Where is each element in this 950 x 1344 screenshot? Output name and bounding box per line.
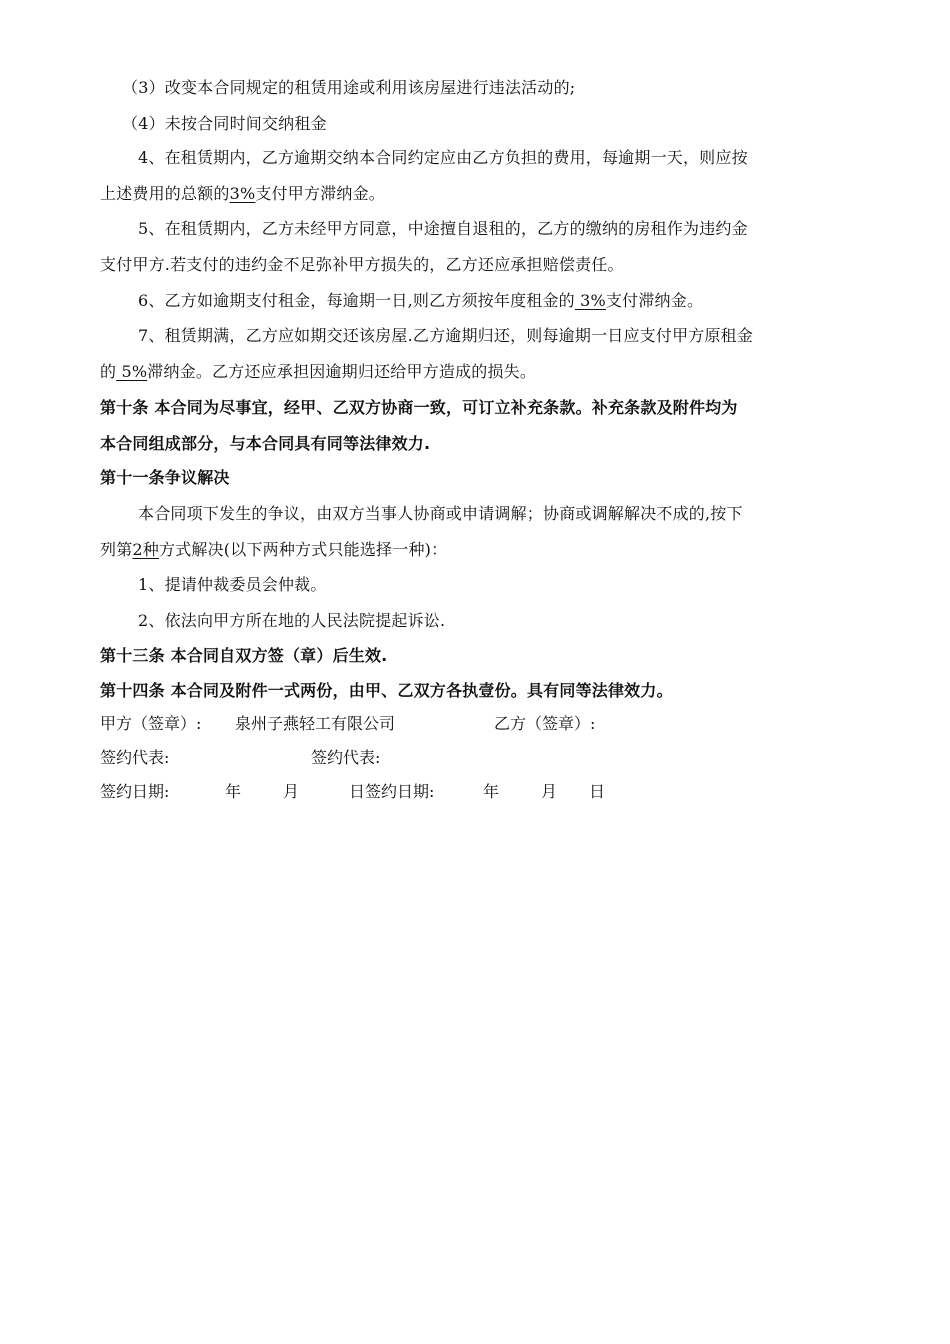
clause-4-line2 bbox=[100, 183, 860, 205]
clause-5-line1: 5、在租赁期内，乙方未经甲方同意，中途擅自退租的，乙方的缴纳的房租作为违约金 bbox=[138, 219, 748, 238]
clause-7-text-a: 的 bbox=[100, 362, 117, 381]
clause-6-text-b: 支付滞纳金。 bbox=[605, 291, 704, 310]
clause-6-rate: 3% bbox=[574, 291, 606, 310]
rep-b-label: 签约代表: bbox=[311, 748, 381, 767]
date-b-label: 日签约日期: bbox=[349, 782, 435, 801]
clause-4-rate: 3% bbox=[229, 184, 256, 203]
article-11-choice: 2种 bbox=[132, 540, 159, 559]
article-11-option1: 1、提请仲裁委员会仲裁。 bbox=[138, 575, 327, 594]
date-a-year: 年 bbox=[225, 782, 242, 801]
article-11-text-a: 列第 bbox=[100, 540, 133, 559]
article-10-line2: 本合同组成部分，与本合同具有同等法律效力. bbox=[100, 434, 431, 453]
clause-7-rate: 5% bbox=[116, 362, 148, 381]
item-3: （3）改变本合同规定的租赁用途或利用该房屋进行违法活动的; bbox=[122, 78, 576, 97]
clause-6-text-a: 6、乙方如逾期支付租金，每逾期一日,则乙方须按年度租金的 bbox=[138, 291, 575, 310]
article-11-option2: 2、依法向甲方所在地的人民法院提起诉讼. bbox=[138, 611, 446, 630]
party-a-name: 泉州子燕轻工有限公司 bbox=[235, 714, 396, 733]
article-11-text-b: 方式解决(以下两种方式只能选择一种)： bbox=[159, 540, 448, 559]
clause-4-line1: 4、在租赁期内，乙方逾期交纳本合同约定应由乙方负担的费用，每逾期一天，则应按 bbox=[138, 148, 748, 167]
date-a-month: 月 bbox=[283, 782, 300, 801]
party-a-label: 甲方（签章）: bbox=[100, 714, 202, 733]
article-13: 第十三条 本合同自双方签（章）后生效. bbox=[100, 646, 388, 665]
article-11-line1: 本合同项下发生的争议，由双方当事人协商或申请调解；协商或调解解决不成的,按下 bbox=[138, 504, 743, 523]
article-11-line2 bbox=[100, 539, 860, 561]
date-b-month: 月 bbox=[541, 782, 558, 801]
clause-7-line1: 7、租赁期满，乙方应如期交还该房屋.乙方逾期归还，则每逾期一日应支付甲方原租金 bbox=[138, 326, 754, 345]
clause-4-text-b: 支付甲方滞纳金。 bbox=[255, 184, 386, 203]
party-b-label: 乙方（签章）: bbox=[494, 714, 596, 733]
article-11-heading: 第十一条争议解决 bbox=[100, 468, 230, 487]
clause-7-text-b: 滞纳金。乙方还应承担因逾期归还给甲方造成的损失。 bbox=[147, 362, 537, 381]
clause-7-line2 bbox=[100, 361, 860, 383]
item-4: （4）未按合同时间交纳租金 bbox=[122, 114, 327, 133]
clause-4-text-a: 上述费用的总额的 bbox=[100, 184, 230, 203]
date-a-label: 签约日期: bbox=[100, 782, 170, 801]
clause-5-line2: 支付甲方.若支付的违约金不足弥补甲方损失的，乙方还应承担赔偿责任。 bbox=[100, 255, 624, 274]
article-14: 第十四条 本合同及附件一式两份，由甲、乙双方各执壹份。具有同等法律效力。 bbox=[100, 681, 673, 700]
article-10-line1: 第十条 本合同为尽事宜，经甲、乙双方协商一致，可订立补充条款。补充条款及附件均为 bbox=[100, 398, 738, 417]
rep-a-label: 签约代表: bbox=[100, 748, 170, 767]
date-b-year: 年 bbox=[483, 782, 500, 801]
date-b-day: 日 bbox=[589, 782, 606, 801]
clause-6 bbox=[138, 290, 898, 312]
